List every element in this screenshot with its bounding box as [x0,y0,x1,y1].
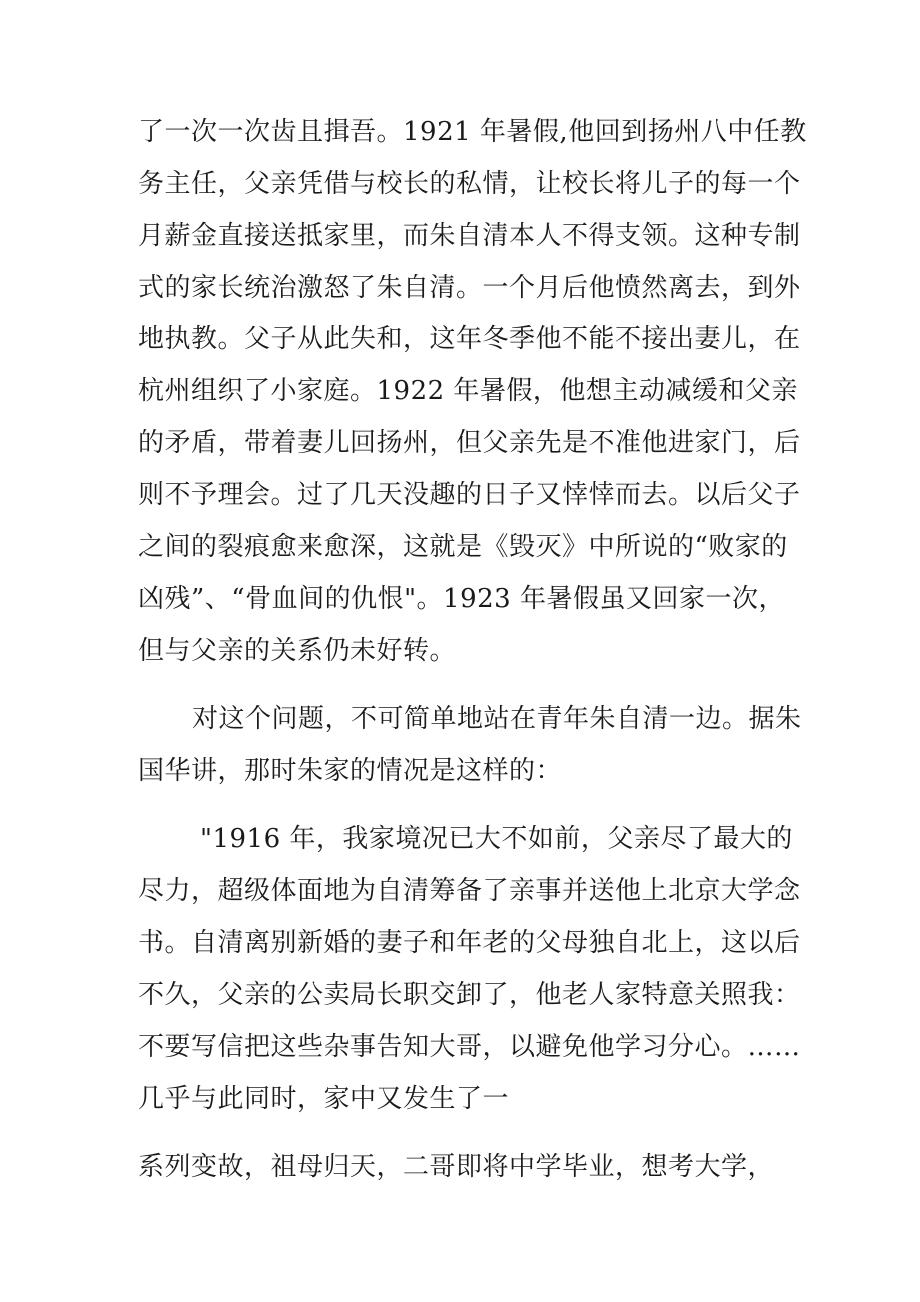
text-line: 不要写信把这些杂事告知大哥，以避免他学习分心。…… [138,1032,801,1062]
text-line: 凶残”、“骨血间的仇恨"。1923 年暑假虽又回家一次， [138,584,785,614]
text-line-indented: 对这个问题，不可简单地站在青年朱自清一边。据朱 [192,704,802,734]
text-line: 尽力，超级体面地为自清筹备了亲事并送他上北京大学念 [138,876,801,906]
text-line: 几乎与此同时，家中又发生了一 [138,1084,510,1114]
text-line: 了一次一次齿且揖吾。1921 年暑假,他回到扬州八中任教 [138,117,807,147]
text-line: 之间的裂痕愈来愈深，这就是《毁灭》中所说的“败家的 [138,532,788,562]
text-line: 系列变故，祖母归天，二哥即将中学毕业，想考大学， [138,1152,775,1182]
text-line: 杭州组织了小家庭。1922 年暑假，他想主动减缓和父亲 [138,376,798,406]
text-line: 书。自清离别新婚的妻子和年老的父母独自北上，这以后 [138,928,801,958]
text-line: 务主任，父亲凭借与校长的私情，让校长将儿子的每一个 [138,169,801,199]
text-line: 但与父亲的关系仍未好转。 [138,636,457,666]
text-line: 地执教。父子从此失和，这年冬季他不能不接出妻儿，在 [138,324,801,354]
text-line: 月薪金直接送抵家里，而朱自清本人不得支领。这种专制 [138,221,801,251]
text-line: 不久，父亲的公卖局长职交卸了，他老人家特意关照我： [138,980,801,1010]
text-line: 则不予理会。过了几天没趣的日子又悻悻而去。以后父子 [138,480,801,510]
text-line: 的矛盾，带着妻儿回扬州，但父亲先是不准他进家门，后 [138,428,801,458]
text-line: 国华讲，那时朱家的情况是这样的： [138,756,563,786]
text-line-indented: "1916 年，我家境况已大不如前，父亲尽了最大的 [200,824,793,854]
text-line: 式的家长统治激怒了朱自清。一个月后他愤然离去，到外 [138,273,801,303]
